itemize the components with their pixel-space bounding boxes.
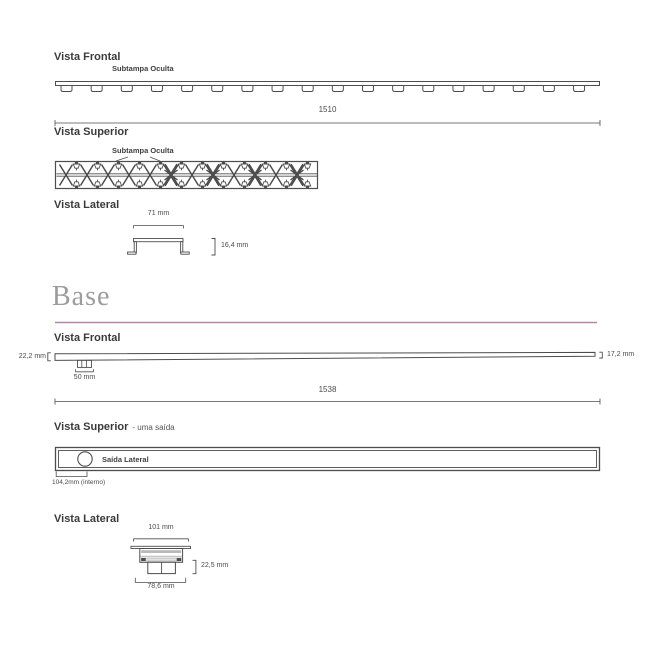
grelha-superior-title: Vista Superior	[54, 126, 129, 138]
grelha-frontal-title: Vista Frontal	[54, 51, 121, 63]
base-superior-title-row	[54, 417, 175, 435]
base-bottom-width-dimension: 78,6 mm	[147, 583, 175, 590]
base-internal-dimension: 104,2mm (interno)	[52, 479, 106, 486]
base-frontal-profile	[48, 352, 603, 372]
grelha-length-dimension-line	[55, 120, 600, 126]
grelha-lateral-profile	[128, 226, 215, 256]
base-top-width-dimension: 101 mm	[148, 524, 174, 531]
grelha-height-dimension: 16,4 mm	[221, 242, 249, 249]
base-length-dimension: 1538	[318, 385, 337, 394]
grelha-frontal-sublabel: Subtampa Oculta	[112, 64, 174, 73]
base-lateral-section	[131, 539, 196, 583]
base-lateral-title: Vista Lateral	[54, 513, 120, 525]
grelha-width-dimension: 71 mm	[147, 210, 170, 217]
base-section-title: Base	[52, 281, 111, 312]
base-superior-subtitle: - uma saída	[132, 423, 175, 432]
base-right-height-dimension: 17,2 mm	[607, 351, 635, 358]
base-height-dimension: 22,5 mm	[201, 562, 229, 569]
grelha-frontal-profile	[56, 82, 600, 92]
base-outlet-width-dimension: 50 mm	[73, 374, 96, 381]
grelha-superior-sublabel: Subtampa Oculta	[112, 146, 174, 155]
grelha-length-dimension: 1510	[318, 105, 337, 114]
grelha-lateral-title: Vista Lateral	[54, 199, 120, 211]
base-length-dimension-line	[55, 399, 600, 405]
base-outlet-label: Saída Lateral	[102, 455, 149, 464]
base-left-height-dimension: 22,2 mm	[18, 353, 46, 360]
base-superior-title: Vista Superior	[54, 421, 129, 433]
grelha-superior-grille	[56, 157, 318, 189]
base-frontal-title: Vista Frontal	[54, 332, 121, 344]
